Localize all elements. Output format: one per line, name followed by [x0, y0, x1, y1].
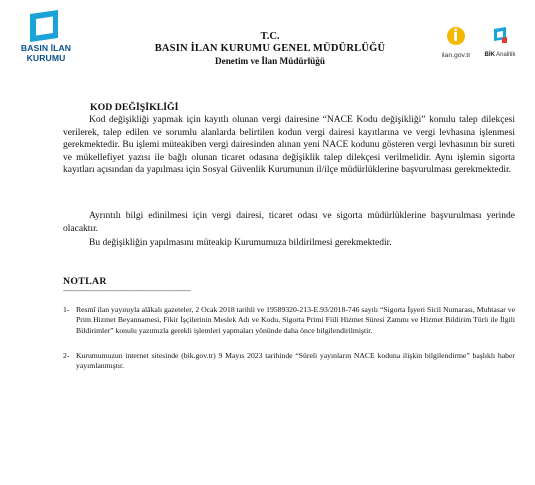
bik-logo-line1: BASIN İLAN: [20, 43, 72, 53]
ilan-gov-icon: [445, 26, 467, 46]
bik-logo-line2: KURUMU: [26, 52, 66, 63]
note-item-2: [63, 351, 515, 372]
note-item-1: [63, 305, 515, 336]
notes-divider: ------------------------------------------------------------------: [63, 288, 191, 295]
note-number: 1-: [63, 305, 70, 314]
notes-title: NOTLAR: [63, 276, 107, 287]
bik-logo-text: [18, 44, 74, 63]
ilan-gov-logo: [436, 26, 476, 59]
note-number: 2-: [63, 351, 70, 360]
paragraph-1: Kod değişikliği yapmak için kayıtlı olunan vergi dairesine “NACE Kodu değişikliği” konulu talep dilekçesi verilerek, talep edilen ve sorumlu alanlarda belirtilen kodun vergi dairesi kayıtlarına ve vergi levhasına işlenmesi gerekmektedir. Bu işlemi müteakiben vergi dairesinden alınan yeni NACE kodunu gösteren vergi levhasının bir sureti ve mükellefiyet yazısı ile bağlı olunan ticaret odasına değişiklik talep dilekçesi verilmelidir. Aynı işlemin sigorta kayıtları açısından da yapılması için Sosyal Güvenlik Kurumunun il/ilçe müdürlüklerine başvurulması gerekmektedir.: [63, 115, 515, 176]
bik-analitik-icon: [491, 26, 509, 44]
paragraph-3: Bu değişikliğin yapılmasını müteakip Kurumumuza bildirilmesi gerekmektedir.: [89, 238, 392, 248]
bik-analitik-text: [478, 52, 522, 58]
bik-analitik-logo: [478, 26, 522, 58]
document-header: [130, 31, 410, 67]
header-department: Denetim ve İlan Müdürlüğü: [214, 56, 325, 66]
bik-logo-mark-icon: [24, 10, 64, 44]
bik-analitik-word: Analitik: [496, 52, 516, 58]
header-institution: BASIN İLAN KURUMU GENEL MÜDÜRLÜĞÜ: [154, 43, 386, 54]
partner-logos: [436, 26, 522, 58]
bik-logo: [18, 10, 74, 63]
section-title: KOD DEĞİŞİKLİĞİ: [90, 102, 179, 113]
header-tc: T.C.: [260, 31, 280, 42]
note-text: Resmî ilan yayınıyla alâkalı gazeteler, 2 Ocak 2018 tarihli ve 19589320-213-E.93/2018-746 sayılı “Sigorta İşyeri Sicil Numarası, Muhtasar ve Prim Hizmet Beyannamesi, Fikir İşçilerinin Meslek Adı ve Kodu, Sigorta Primi Fiili Hizmet Süresi Zammı ve Hizmet Bildirim Türü ile İlgili Bildirimler” konulu yazımızla gerekli işlemleri yapmaları yönünde daha önce bilgilendirilmiştir.: [76, 305, 515, 335]
note-text: Kurumumuzun internet sitesinde (bik.gov.tr) 9 Mayıs 2023 tarihinde “Süreli yayınların NACE koduna ilişkin bilgilendirme” başlıklı haber yayımlanmıştır.: [76, 351, 515, 371]
ilan-gov-text: ilan.gov.tr: [441, 52, 471, 59]
paragraph-2: Ayrıntılı bilgi edinilmesi için vergi dairesi, ticaret odası ve sigorta müdürlüklerine başvurulması yerinde olacaktır.: [63, 211, 515, 234]
bik-analitik-bold: BİK: [484, 52, 495, 58]
